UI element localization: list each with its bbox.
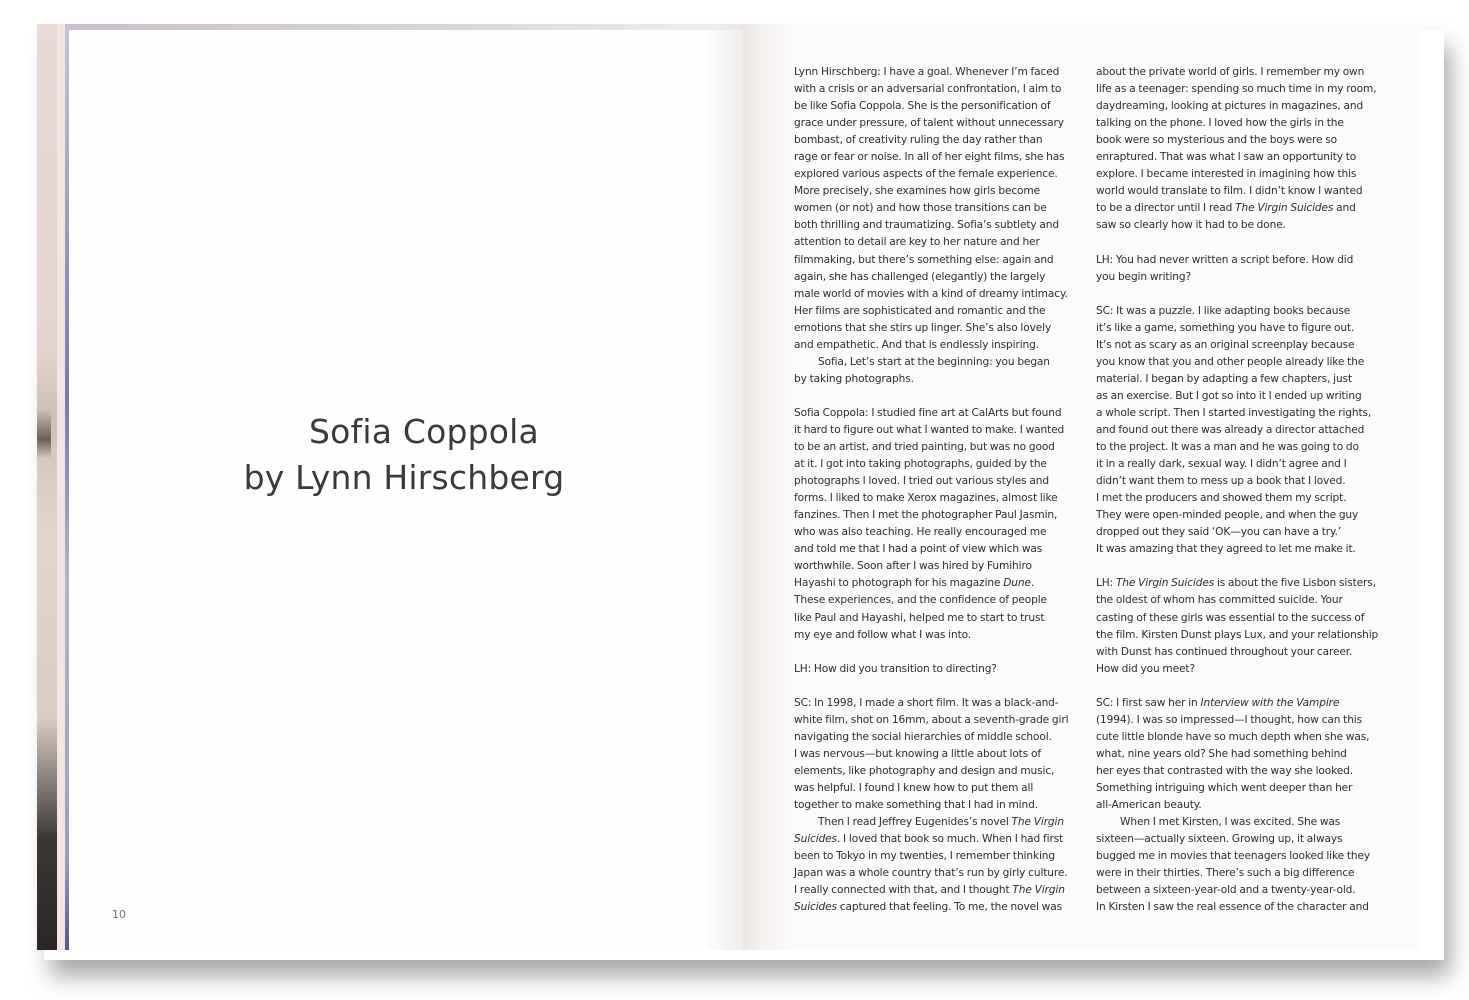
text-line: elements, like photography and design and music,: [794, 764, 1055, 777]
text-line: were in their thirties. There’s such a big difference: [1096, 867, 1355, 880]
paragraph: [1096, 64, 1382, 234]
page-top-edge: [65, 24, 743, 30]
text-line: Something intriguing which went deeper than her: [1096, 781, 1353, 794]
text-line: you know that you and other people already like the: [1096, 355, 1365, 368]
text-line: Sofia Coppola: I studied fine art at CalArts but found: [794, 406, 1062, 419]
text-line: These experiences, and the confidence of people: [794, 594, 1047, 607]
text-line: the oldest of whom has committed suicide. Your: [1096, 594, 1343, 607]
text-line: male world of movies with a kind of dreamy intimacy.: [794, 287, 1068, 300]
text-line: grace under pressure, of talent without unnecessary: [794, 117, 1064, 130]
text-line: Suicides. I loved that book so much. When I had first: [794, 833, 1064, 846]
text-line: with Dunst has continued throughout your career.: [1096, 645, 1353, 658]
paragraph: [794, 695, 1086, 917]
text-line: didn’t want them to mess up a book that I loved.: [1096, 475, 1346, 488]
text-line: SC: In 1998, I made a short film. It was a black-and-: [794, 696, 1059, 709]
text-line: Lynn Hirschberg: I have a goal. Whenever I’m faced: [794, 66, 1060, 78]
text-line: to be an artist, and tried painting, but was no good: [794, 441, 1055, 454]
text-line: It’s not as scary as an original screenplay because: [1096, 338, 1355, 351]
cover-photo-detail: [37, 409, 51, 459]
text-line: enraptured. That was what I saw an opportunity to: [1096, 151, 1357, 164]
paragraph: [1096, 252, 1382, 286]
text-line: daydreaming, looking at pictures in magazines, and: [1096, 100, 1364, 113]
text-line: and told me that I had a point of view which was: [794, 543, 1043, 556]
text-line: and found out there was already a director attached: [1096, 423, 1365, 436]
text-line: between a sixteen-year-old and a twenty-year-old.: [1096, 884, 1356, 897]
text-line: who was also teaching. He really encouraged me: [794, 526, 1047, 539]
text-line: bugged me in movies that teenagers looked like they: [1096, 850, 1371, 863]
text-line: attention to detail are key to her nature and her: [794, 236, 1040, 249]
text-line: explore. I became interested in imagining how this: [1096, 168, 1357, 181]
title-byline: by Lynn Hirschberg: [243, 458, 565, 497]
text-line: SC: It was a puzzle. I like adapting books because: [1096, 304, 1351, 317]
text-line: SC: I first saw her in Interview with the Vampire: [1096, 696, 1340, 709]
text-line: bombast, of creativity ruling the day rather than: [794, 134, 1043, 147]
cover-edge-pink: [57, 24, 65, 950]
text-line: again, she has challenged (elegantly) the largely: [794, 270, 1046, 283]
text-line: Suicides captured that feeling. To me, the novel was: [794, 901, 1063, 914]
paragraph: [794, 661, 1086, 678]
text-line: filmmaking, but there’s something else: again and: [794, 253, 1054, 266]
page-number: 10: [112, 908, 126, 921]
text-line: Sofia, Let’s start at the beginning: you began: [818, 355, 1050, 368]
text-line: Her films are sophisticated and romantic and the: [794, 304, 1046, 317]
paragraph: [794, 64, 1086, 388]
text-line: her eyes that contrasted with the way she looked.: [1096, 764, 1354, 777]
text-line: material. I began by adapting a few chapters, just: [1096, 372, 1352, 385]
text-line: about the private world of girls. I remember my own: [1096, 66, 1365, 78]
text-line: fanzines. Then I met the photographer Paul Jasmin,: [794, 509, 1058, 522]
text-line: what, nine years old? She had something behind: [1096, 747, 1347, 760]
text-line: by taking photographs.: [794, 372, 914, 385]
text-line: dropped out they said ‘OK—you can have a try.’: [1096, 526, 1342, 539]
article-title: [65, 409, 743, 501]
text-line: I was nervous—but knowing a little about lots of: [794, 747, 1041, 760]
paragraph: [1096, 575, 1382, 677]
right-page: [743, 24, 1420, 950]
text-line: (1994). I was so impressed—I thought, how can this: [1096, 713, 1363, 726]
text-line: Then I read Jeffrey Eugenides’s novel The Virgin: [818, 816, 1064, 829]
text-line: sixteen—actually sixteen. Growing up, it always: [1096, 833, 1343, 846]
text-line: In Kirsten I saw the real essence of the character and: [1096, 901, 1369, 914]
text-line: the film. Kirsten Dunst plays Lux, and your relationship: [1096, 628, 1379, 641]
text-line: navigating the social hierarchies of middle school.: [794, 730, 1052, 743]
text-line: it hard to figure out what I wanted to make. I wanted: [794, 423, 1065, 436]
text-line: LH: You had never written a script before. How did: [1096, 253, 1354, 266]
text-line: it’s like a game, something you have to figure out.: [1096, 321, 1355, 334]
paragraph: [1096, 303, 1382, 559]
text-line: world would translate to film. I didn’t know I wanted: [1096, 185, 1363, 198]
text-column-2: [1096, 64, 1382, 933]
text-line: explored various aspects of the female experience.: [794, 168, 1058, 181]
text-line: all-American beauty.: [1096, 799, 1202, 812]
text-line: I met the producers and showed them my script.: [1096, 492, 1347, 505]
text-line: and empathetic. And that is endlessly inspiring.: [794, 338, 1039, 351]
text-line: It was amazing that they agreed to let me make it.: [1096, 543, 1356, 556]
cover-edge-photo: [37, 24, 65, 950]
text-line: to be a director until I read The Virgin Suicides and: [1096, 202, 1356, 215]
left-page: [65, 24, 743, 950]
text-line: my eye and follow what I was into.: [794, 628, 972, 641]
text-column-1: [794, 64, 1086, 933]
text-line: photographs I loved. I tried out various styles and: [794, 475, 1049, 488]
text-line: it in a really dark, sexual way. I didn’t agree and I: [1096, 458, 1347, 471]
paragraph: [1096, 695, 1382, 917]
text-line: was helpful. I found I knew how to put them all: [794, 781, 1034, 794]
text-line: together to make something that I had in mind.: [794, 799, 1038, 812]
text-line: be like Sofia Coppola. She is the personification of: [794, 100, 1051, 113]
text-line: forms. I liked to make Xerox magazines, almost like: [794, 492, 1058, 505]
text-line: talking on the phone. I loved how the girls in the: [1096, 117, 1344, 130]
text-line: worthwhile. Soon after I was hired by Fumihiro: [794, 560, 1032, 573]
text-line: been to Tokyo in my twenties, I remember thinking: [794, 850, 1055, 863]
text-line: a whole script. Then I started investigating the rights,: [1096, 406, 1372, 419]
title-subject: Sofia Coppola: [309, 412, 539, 451]
text-line: How did you meet?: [1096, 662, 1195, 675]
text-line: saw so clearly how it had to be done.: [1096, 219, 1286, 232]
text-line: white film, shot on 16mm, about a seventh-grade girl: [794, 713, 1069, 726]
text-line: cute little blonde have so much depth when she was,: [1096, 730, 1370, 743]
text-line: emotions that she stirs up linger. She’s also lovely: [794, 321, 1052, 334]
paragraph: [794, 405, 1086, 644]
text-line: rage or fear or noise. In all of her eight films, she has: [794, 151, 1065, 164]
text-line: More precisely, she examines how girls become: [794, 185, 1041, 198]
text-line: to the project. It was a man and he was going to do: [1096, 441, 1359, 454]
text-line: both thrilling and traumatizing. Sofia’s subtlety and: [794, 219, 1060, 232]
text-line: Japan was a whole country that’s run by girly culture.: [794, 867, 1068, 880]
text-line: you begin writing?: [1096, 270, 1191, 283]
text-line: like Paul and Hayashi, helped me to start to trust: [794, 611, 1045, 624]
text-line: Hayashi to photograph for his magazine Dune.: [794, 577, 1035, 590]
text-line: women (or not) and how those transitions can be: [794, 202, 1047, 215]
text-line: life as a teenager: spending so much time in my room,: [1096, 83, 1377, 96]
text-line: at it. I got into taking photographs, guided by the: [794, 458, 1047, 471]
text-line: LH: How did you transition to directing?: [794, 662, 997, 675]
text-line: as an exercise. But I got so into it I ended up writing: [1096, 389, 1362, 402]
text-line: They were open-minded people, and when the guy: [1096, 509, 1359, 522]
text-line: casting of these girls was essential to the success of: [1096, 611, 1365, 624]
text-line: book were so mysterious and the boys were so: [1096, 134, 1338, 147]
text-line: I really connected with that, and I thought The Virgin: [794, 884, 1065, 897]
gutter-shadow-right: [743, 24, 793, 950]
text-line: LH: The Virgin Suicides is about the five Lisbon sisters,: [1096, 577, 1376, 590]
text-line: with a crisis or an adversarial confrontation, I aim to: [794, 83, 1062, 96]
text-line: When I met Kirsten, I was excited. She was: [1120, 816, 1341, 829]
